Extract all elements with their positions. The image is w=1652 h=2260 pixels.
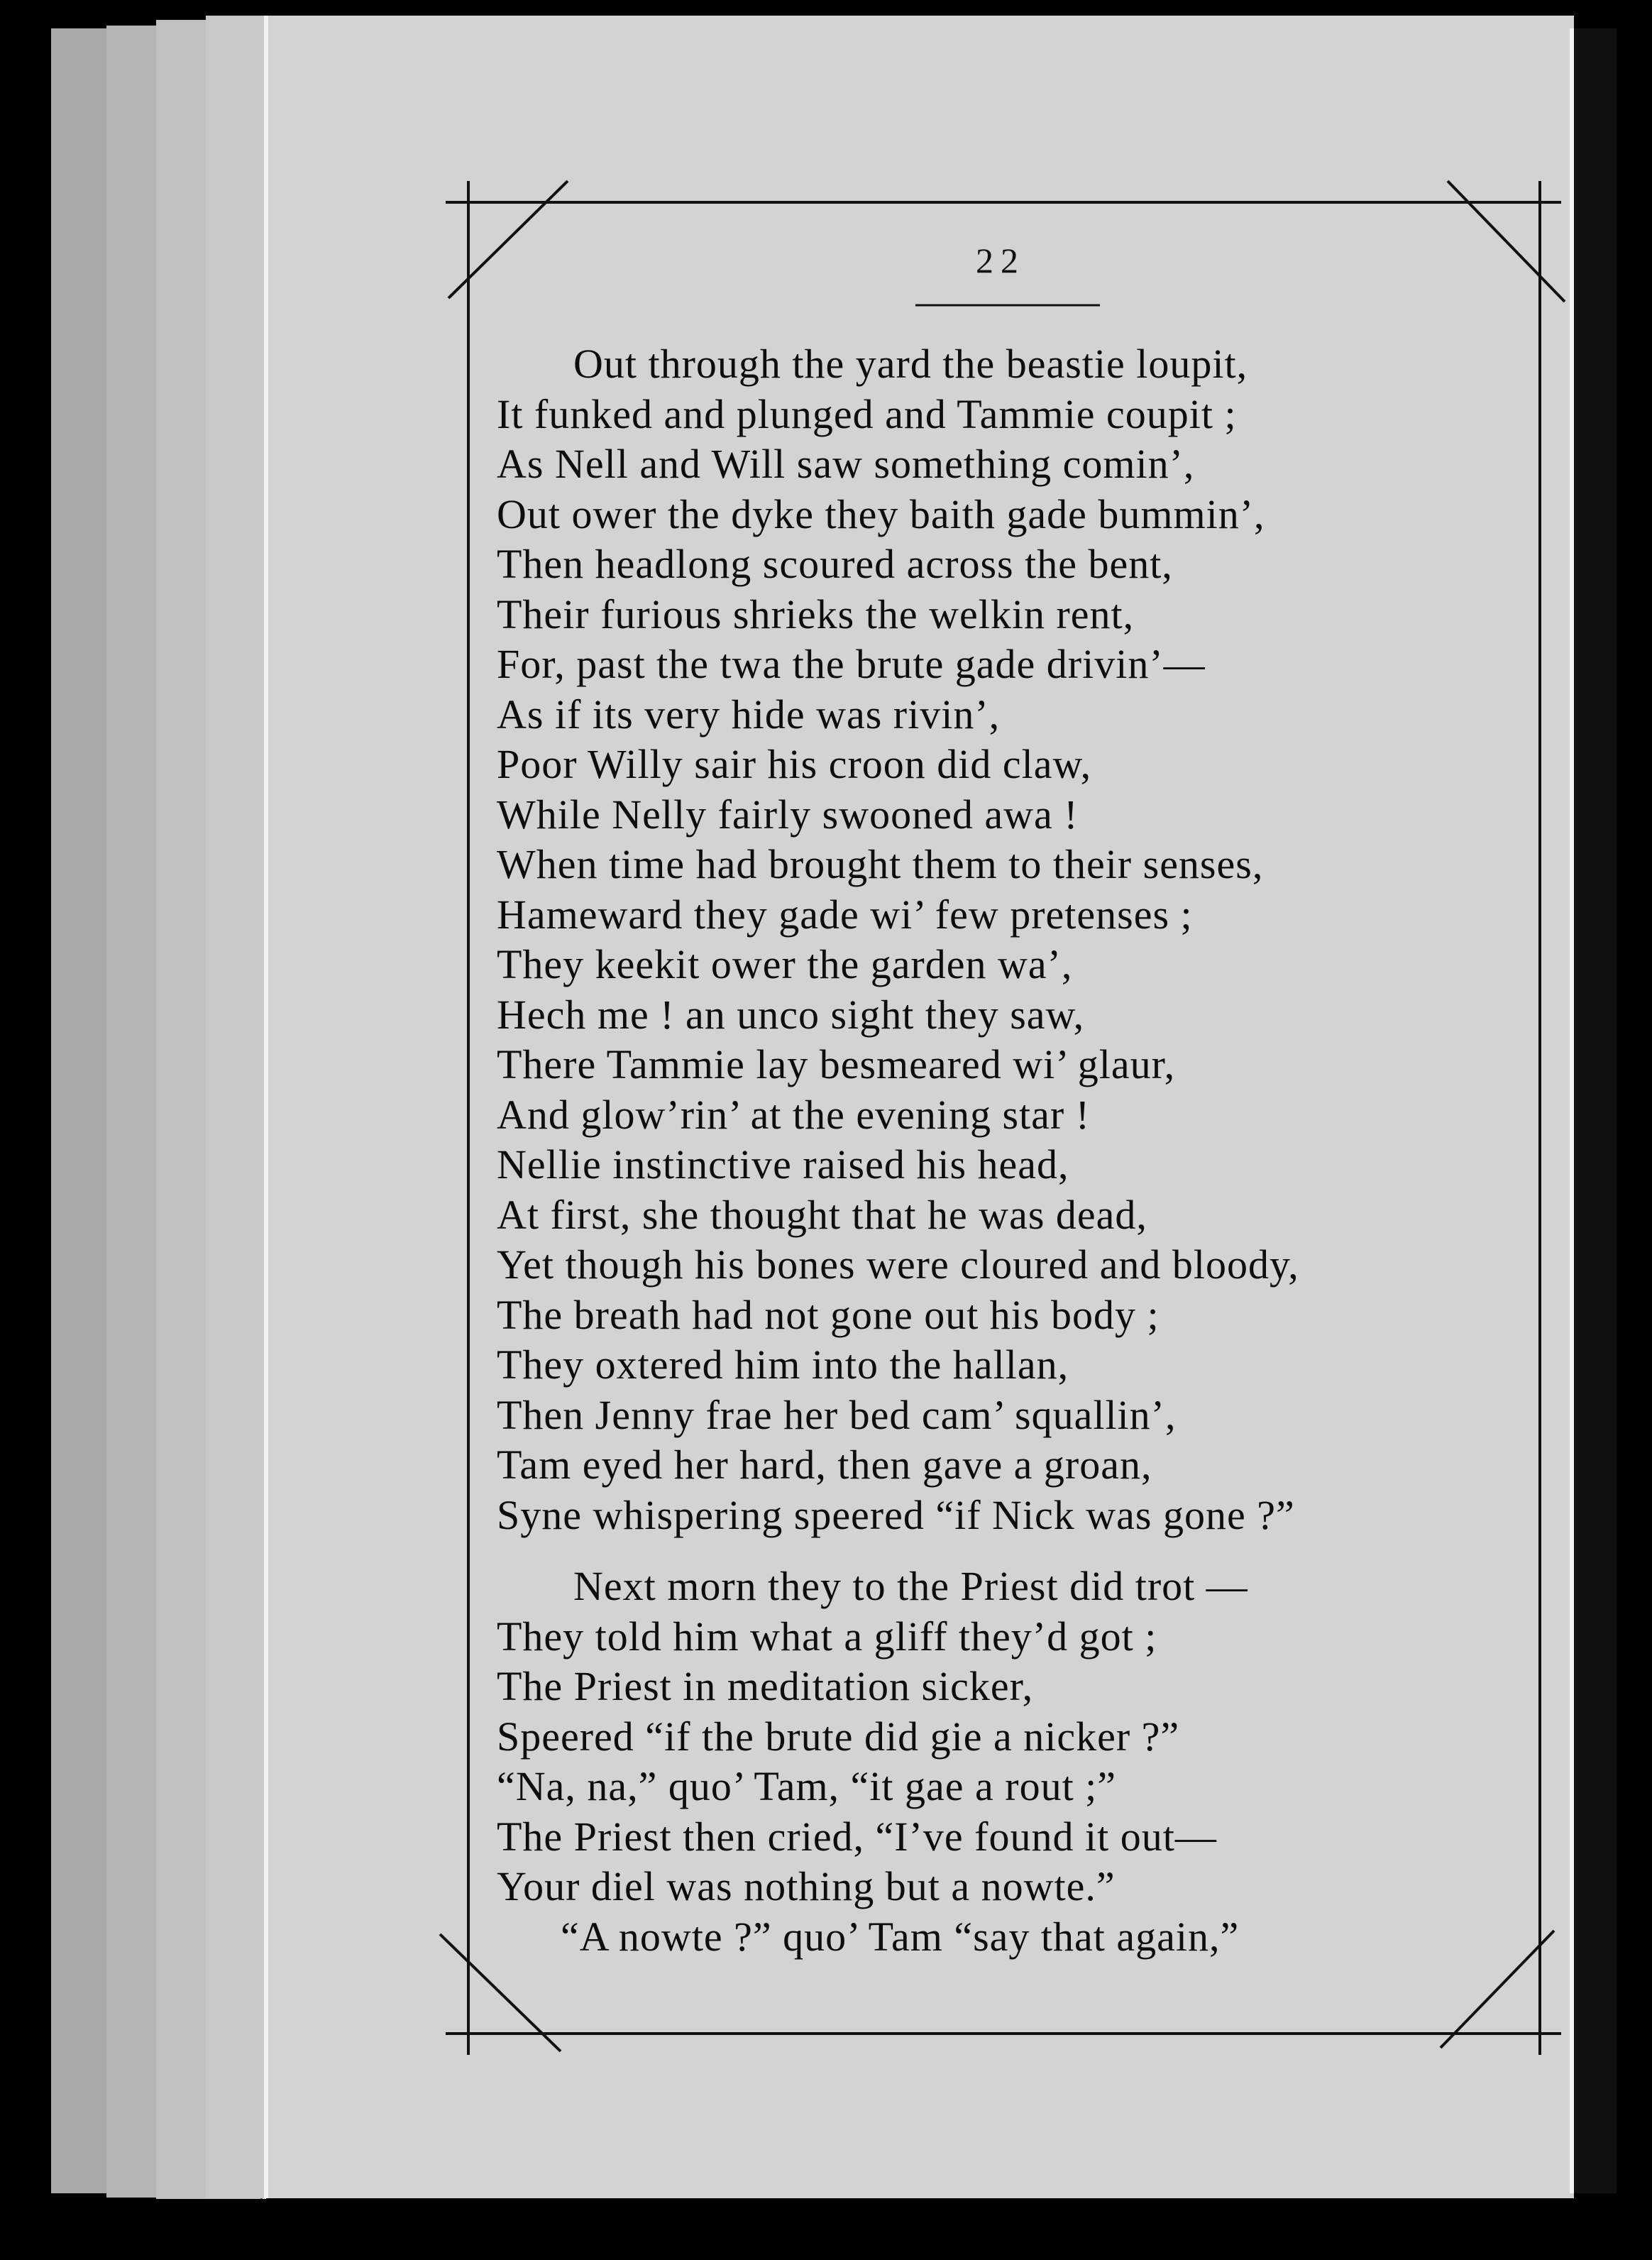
verse-line: For, past the twa the brute gade drivin’— [497, 641, 1206, 687]
verse-line: Then Jenny frae her bed cam’ squallin’, [497, 1391, 1177, 1438]
verse-line: They keekit ower the garden wa’, [497, 941, 1073, 987]
verse-line: Next morn they to the Priest did trot — [573, 1563, 1248, 1609]
verse-line: When time had brought them to their senses, [497, 841, 1264, 887]
verse-line: Your diel was nothing but a nowte.” [497, 1863, 1116, 1909]
verse-line: At first, she thought that he was dead, [497, 1191, 1147, 1238]
verse-line: Poor Willy sair his croon did claw, [497, 741, 1092, 787]
verse-line: Tam eyed her hard, then gave a groan, [497, 1442, 1152, 1488]
corner-top-right-diagonal [1448, 181, 1565, 302]
verse-line: They oxtered him into the hallan, [497, 1342, 1069, 1388]
verse-line: The Priest then cried, “I’ve found it out— [497, 1813, 1217, 1860]
verse-line: The breath had not gone out his body ; [497, 1291, 1160, 1338]
corner-top-left-diagonal [448, 181, 568, 298]
verse-line: Out ower the dyke they baith gade bummin’, [497, 490, 1265, 537]
stanza [497, 339, 1490, 1540]
verse-line: Yet though his bones were cloured and bloody, [497, 1241, 1299, 1288]
verse-line: Hech me ! an unco sight they saw, [497, 991, 1085, 1038]
verse-line: “Na, na,” quo’ Tam, “it gae a rout ;” [497, 1763, 1117, 1809]
verse-line: They told him what a gliff they’d got ; [497, 1613, 1157, 1660]
verse-line: Hameward they gade wi’ few pretenses ; [497, 891, 1193, 938]
verse-line: While Nelly fairly swooned awa ! [497, 791, 1079, 838]
verse-line: “A nowte ?” quo’ Tam “say that again,” [561, 1913, 1240, 1960]
verse-line: Their furious shrieks the welkin rent, [497, 591, 1135, 637]
verse-line: Syne whispering speered “if Nick was gone ?” [497, 1491, 1295, 1538]
verse-line: As if its very hide was rivin’, [497, 691, 1001, 737]
verse-line: And glow’rin’ at the evening star ! [497, 1091, 1091, 1138]
verse-line: There Tammie lay besmeared wi’ glaur, [497, 1041, 1176, 1087]
verse-line: Speered “if the brute did gie a nicker ?” [497, 1713, 1180, 1760]
verse-line: It funked and plunged and Tammie coupit ; [497, 390, 1237, 437]
verse-line: As Nell and Will saw something comin’, [497, 441, 1195, 487]
verse-line: Out through the yard the beastie loupit, [573, 341, 1248, 387]
verse-line: Then headlong scoured across the bent, [497, 541, 1173, 587]
stanza [497, 1562, 1490, 1962]
verse-line: The Priest in meditation sicker, [497, 1663, 1034, 1709]
verse-line: Nellie instinctive raised his head, [497, 1141, 1069, 1187]
page-number: 22 [976, 241, 1025, 280]
